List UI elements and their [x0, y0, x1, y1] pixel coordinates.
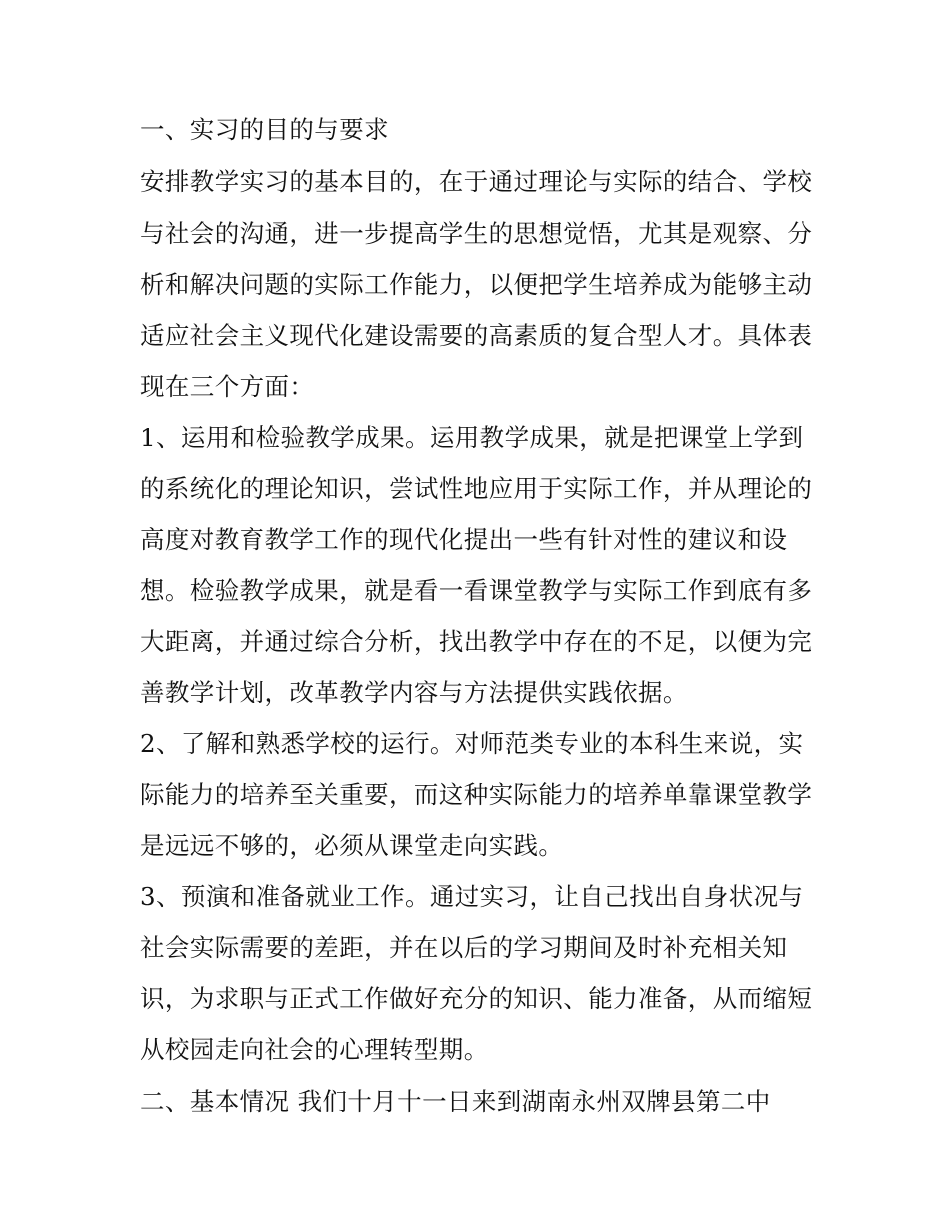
text-line: 是远远不够的，必须从课堂走向实践。 [140, 831, 564, 860]
text-line: 与社会的沟通，进一步提高学生的思想觉悟，尤其是观察、分 [140, 219, 813, 248]
text-line: 高度对教育教学工作的现代化提出一些有针对性的建议和设 [140, 525, 788, 554]
text-line: 善教学计划，改革教学内容与方法提供实践依据。 [140, 678, 688, 707]
text-line: 从校园走向社会的心理转型期。 [140, 1035, 489, 1064]
text-line: 社会实际需要的差距，并在以后的学习期间及时补充相关知 [140, 933, 788, 962]
text-line: 大距离，并通过综合分析，找出教学中存在的不足，以便为完 [140, 627, 813, 656]
text-line: 3、预演和准备就业工作。通过实习，让自己找出自身状况与 [140, 882, 804, 911]
section-heading: 二、基本情况 我们十月十一日来到湖南永州双牌县第二中 [140, 1087, 771, 1116]
text-line: 的系统化的理论知识，尝试性地应用于实际工作，并从理论的 [140, 474, 813, 503]
text-line: 想。检验教学成果，就是看一看课堂教学与实际工作到底有多 [140, 576, 813, 605]
section-heading: 一、实习的目的与要求 [140, 115, 389, 144]
text-line: 现在三个方面： [140, 372, 315, 401]
text-line: 2、了解和熟悉学校的运行。对师范类专业的本科生来说，实 [140, 729, 804, 758]
text-line: 际能力的培养至关重要，而这种实际能力的培养单靠课堂教学 [140, 780, 813, 809]
text-line: 析和解决问题的实际工作能力，以便把学生培养成为能够主动 [140, 270, 813, 299]
text-line: 适应社会主义现代化建设需要的高素质的复合型人才。具体表 [140, 321, 813, 350]
text-line: 安排教学实习的基本目的，在于通过理论与实际的结合、学校 [140, 167, 813, 196]
text-line: 1、运用和检验教学成果。运用教学成果，就是把课堂上学到 [140, 423, 804, 452]
text-line: 识，为求职与正式工作做好充分的知识、能力准备，从而缩短 [140, 984, 813, 1013]
